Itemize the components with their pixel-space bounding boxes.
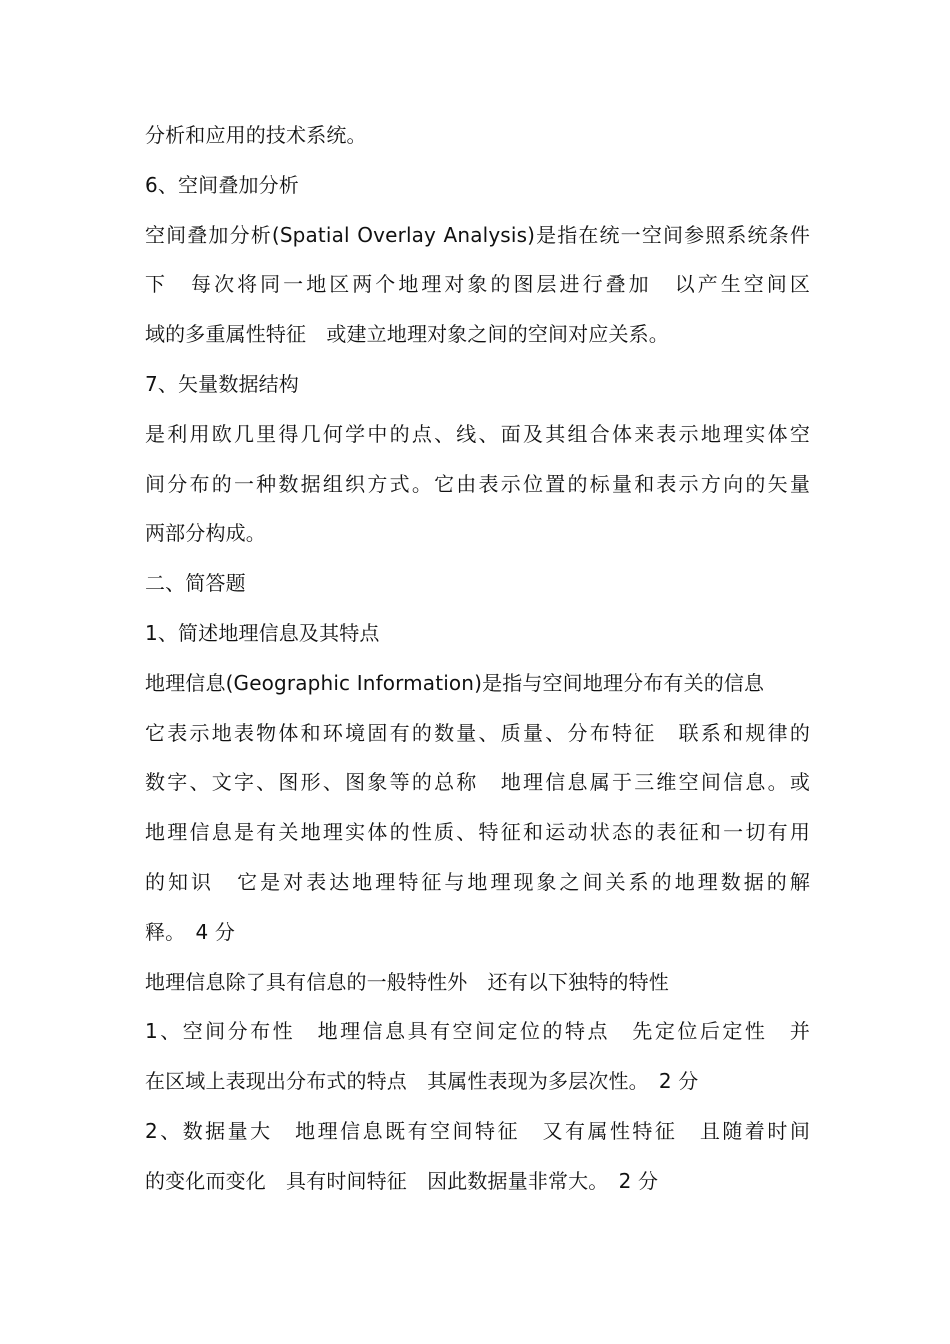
text-line: 是利用欧几里得几何学中的点、线、面及其组合体来表示地理实体空 xyxy=(145,421,810,446)
text-line: 地理信息(Geographic Information)是指与空间地理分布有关的信息 xyxy=(145,670,765,695)
text-line: 间分布的一种数据组织方式。它由表示位置的标量和表示方向的矢量 xyxy=(145,471,810,496)
section-heading: 6、空间叠加分析 xyxy=(145,172,299,197)
text-line: 的知识 它是对表达地理特征与地理现象之间关系的地理数据的解 xyxy=(145,869,810,894)
text-line: 2、数据量大 地理信息既有空间特征 又有属性特征 且随着时间 xyxy=(145,1118,810,1143)
text-line: 地理信息是有关地理实体的性质、特征和运动状态的表征和一切有用 xyxy=(145,820,810,845)
section-heading: 7、矢量数据结构 xyxy=(145,371,299,396)
text-line: 分析和应用的技术系统。 xyxy=(145,123,367,147)
text-line: 域的多重属性特征 或建立地理对象之间的空间对应关系。 xyxy=(145,322,669,347)
document-body xyxy=(145,111,810,1207)
text-line: 它表示地表物体和环境固有的数量、质量、分布特征 联系和规律的 xyxy=(145,720,810,745)
text-line: 1、空间分布性 地理信息具有空间定位的特点 先定位后定性 并 xyxy=(145,1019,810,1044)
question-heading: 1、简述地理信息及其特点 xyxy=(145,620,380,645)
text-line: 在区域上表现出分布式的特点 其属性表现为多层次性。 2 分 xyxy=(145,1069,699,1094)
text-line: 释。 4 分 xyxy=(145,919,235,944)
text-line: 数字、文字、图形、图象等的总称 地理信息属于三维空间信息。或 xyxy=(145,770,810,795)
chapter-heading: 二、简答题 xyxy=(145,571,246,596)
text-line: 下 每次将同一地区两个地理对象的图层进行叠加 以产生空间区 xyxy=(145,272,810,297)
text-line: 两部分构成。 xyxy=(145,521,266,546)
text-line: 地理信息除了具有信息的一般特性外 还有以下独特的特性 xyxy=(145,969,669,994)
text-line: 的变化而变化 具有时间特征 因此数据量非常大。 2 分 xyxy=(145,1168,659,1193)
text-line: 空间叠加分析(Spatial Overlay Analysis)是指在统一空间参照系统条件 xyxy=(145,222,810,247)
